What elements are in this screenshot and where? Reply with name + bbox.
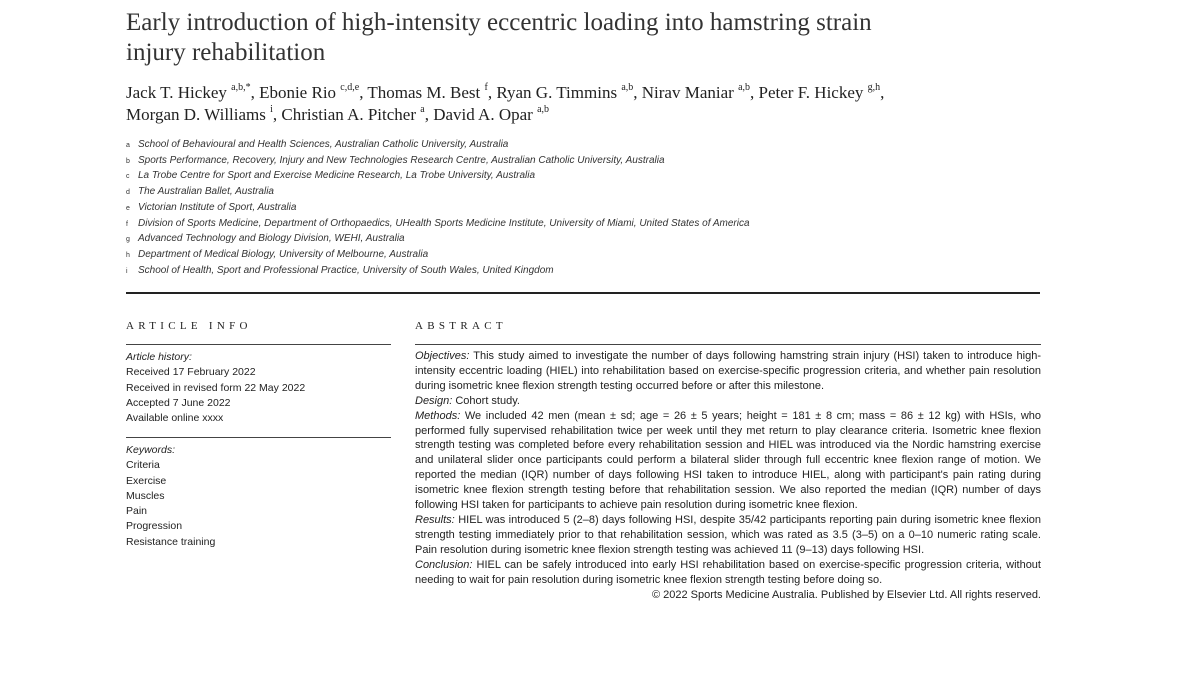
- author[interactable]: Ryan G. Timmins $^{a,b}$: [496, 82, 634, 102]
- affiliation-list: [126, 137, 1066, 278]
- author[interactable]: Morgan D. Williams $^i$: [126, 104, 273, 124]
- copyright-notice: © 2022 Sports Medicine Australia. Published by Elsevier Ltd. All rights reserved.: [651, 588, 1041, 601]
- abstract-results: Results: HIEL was introduced 5 (2–8) days following HSI, despite 35/42 participants reporting pain during isometric knee flexion strength testing immediately prior to that rehabilitation session, which was rated as 3.5 (3–5) on a 0–10 numeric rating scale. Pain resolution during isometric knee flexion strength testing was achieved 11 (9–13) days following HSI.: [415, 513, 1041, 556]
- author-affiliation-marker: a,b: [537, 104, 550, 116]
- history-entry: Accepted 7 June 2022: [126, 396, 231, 409]
- author[interactable]: David A. Opar $^{a,b}$: [433, 104, 550, 124]
- abstract-design: Design: Cohort study.: [415, 394, 520, 407]
- author-affiliation-marker: c,d,e: [340, 82, 360, 94]
- history-entry: Received 17 February 2022: [126, 366, 256, 379]
- abstract-divider: [415, 344, 1041, 345]
- abstract-conclusion: Conclusion: HIEL can be safely introduced into early HSI rehabilitation based on exercise-specific progression criteria, without needing to wait for pain resolution during isometric knee flexion strength testing before doing so.: [415, 558, 1041, 586]
- author-affiliation-marker: a,b: [738, 82, 751, 94]
- keyword[interactable]: Muscles: [126, 489, 165, 502]
- affiliation-item: e Victorian Institute of Sport, Australia: [126, 201, 297, 213]
- affiliation-item: h Department of Medical Biology, University of Melbourne, Australia: [126, 248, 429, 260]
- article-title: Early introduction of high-intensity eccentric loading into hamstring strain injury rehabilitation: [126, 9, 872, 66]
- affiliation-item: d The Australian Ballet, Australia: [126, 186, 274, 198]
- affiliation-item: b Sports Performance, Recovery, Injury and New Technologies Research Centre, Australian Catholic University, Australia: [126, 154, 665, 166]
- keywords-label: Keywords:: [126, 444, 176, 456]
- author-affiliation-marker: a: [420, 104, 425, 116]
- abstract-methods: Methods: We included 42 men (mean ± sd; age = 26 ± 5 years; height = 181 ± 8 cm; mass = 86 ± 12 kg) with HSIs, who performed fully supervised rehabilitation twice per week until they met return to play clearance criteria. Isometric knee flexion strength testing was completed before every rehabilitation session and HIEL was introduced via the Nordic hamstring exercise and unilateral slider once participants could perform a bilateral slider through full eccentric knee flexion range of motion. We reported the median (IQR) number of days following HSI taken to introduce HIEL, along with participant's pain rating during isometric knee flexion strength testing before that rehabilitation session. We also reported the median (IQR) number of days following HSI taken for participants to achieve pain resolution during isometric knee flexion.: [415, 409, 1042, 512]
- affiliation-item: i School of Health, Sport and Professional Practice, University of South Wales, United Kingdom: [126, 264, 554, 276]
- author[interactable]: Thomas M. Best $^f$: [367, 82, 488, 102]
- keyword[interactable]: Pain: [126, 505, 148, 518]
- article-history: [126, 350, 391, 426]
- keyword[interactable]: Criteria: [126, 459, 160, 472]
- keywords: [126, 443, 391, 550]
- history-entry: Received in revised form 22 May 2022: [126, 381, 306, 394]
- author[interactable]: Ebonie Rio $^{c,d,e}$: [259, 82, 360, 102]
- author-affiliation-marker: f: [484, 82, 488, 94]
- article-info-divider: [126, 344, 391, 345]
- author-affiliation-marker: i: [270, 104, 273, 116]
- keyword[interactable]: Resistance training: [126, 535, 216, 548]
- abstract-body: [415, 349, 1041, 602]
- author-list: Jack T. Hickey $^{a,b,*}$, Ebonie Rio $^{c,d,e}$, Thomas M. Best $^f$, Ryan G. Timmins $^{a,b}$, Nirav Maniar $^{a,b}$, Peter F. Hickey $^{g,h}$, Morgan D. Williams $^i$, Christian A. Pitcher $^a$, David A. Opar $^{a,b}$: [126, 82, 885, 124]
- affiliation-item: a School of Behavioural and Health Sciences, Australian Catholic University, Australia: [126, 139, 509, 150]
- affiliation-item: f Division of Sports Medicine, Department of Orthopaedics, UHealth Sports Medicine Institute, University of Miami, United States of America: [126, 217, 750, 229]
- author[interactable]: Jack T. Hickey $^{a,b,*}$: [126, 82, 251, 102]
- abstract-objectives: Objectives: This study aimed to investigate the number of days following hamstring strain injury (HSI) taken to introduce high-intensity eccentric loading (HIEL) into rehabilitation based on exercise-specific progression criteria, and whether pain resolution during isometric knee flexion strength testing occurred before or after this milestone.: [415, 350, 1041, 392]
- header-divider: [126, 292, 1040, 294]
- author-affiliation-marker: g,h: [867, 82, 881, 94]
- article-history-label: Article history:: [126, 351, 192, 363]
- affiliation-item: c La Trobe Centre for Sport and Exercise Medicine Research, La Trobe University, Australia: [126, 170, 536, 182]
- author[interactable]: Christian A. Pitcher $^a$: [281, 104, 425, 124]
- article-info-heading: ARTICLE INFO: [126, 320, 252, 332]
- abstract-heading: ABSTRACT: [415, 320, 507, 332]
- author[interactable]: Peter F. Hickey $^{g,h}$: [758, 82, 881, 102]
- author[interactable]: Nirav Maniar $^{a,b}$: [641, 82, 751, 102]
- keyword[interactable]: Progression: [126, 520, 183, 533]
- keywords-divider: [126, 437, 391, 438]
- keyword[interactable]: Exercise: [126, 474, 167, 487]
- author-affiliation-marker: a,b: [621, 82, 634, 94]
- history-entry: Available online xxxx: [126, 412, 224, 425]
- author-affiliation-marker: a,b,*: [231, 82, 251, 94]
- affiliation-item: g Advanced Technology and Biology Division, WEHI, Australia: [126, 233, 405, 245]
